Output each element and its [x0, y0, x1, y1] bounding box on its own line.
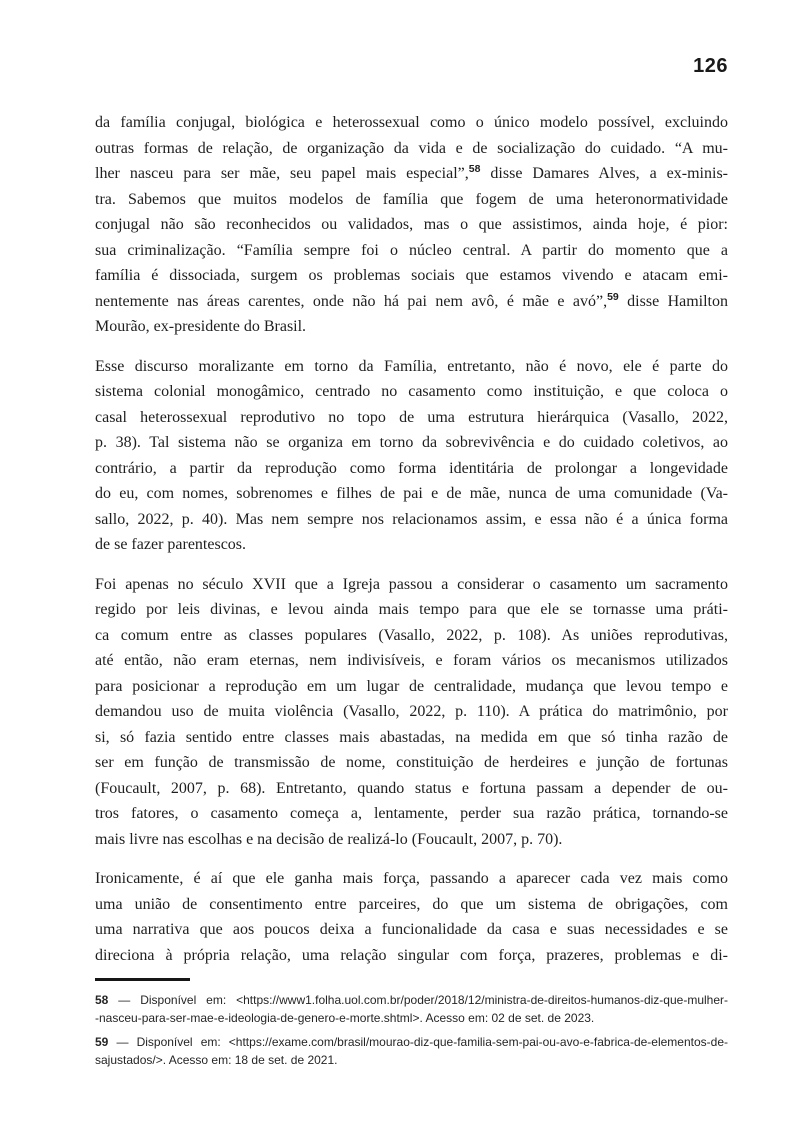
- text-line: sallo, 2022, p. 40). Mas nem sempre nos relacionamos assim, e essa não é a única forma: [95, 510, 728, 528]
- text-line: casal heterossexual reprodutivo no topo de uma estrutura hierárquica (Vasallo, 2022,: [95, 408, 728, 426]
- footnote: [95, 1034, 728, 1069]
- text-line: tros fatores, o casamento começa a, lentamente, perder sua razão prática, tornando-se: [95, 805, 728, 822]
- text-line: direciona à própria relação, uma relação singular com força, prazeres, problemas e di-: [95, 946, 728, 964]
- footnote-line: sajustados/>. Acesso em: 18 de set. de 2021.: [95, 1052, 338, 1067]
- text-line: sua criminalização. “Família sempre foi o núcleo central. A partir do momento que a: [95, 241, 728, 259]
- page-number: 126: [693, 55, 728, 77]
- footnote-ref: 59: [607, 290, 619, 303]
- paragraph: [95, 572, 728, 853]
- footnote-ref: 58: [468, 163, 481, 175]
- text-line: Ironicamente, é aí que ele ganha mais força, passando a aparecer cada vez mais como: [95, 870, 728, 887]
- paragraph: [95, 866, 728, 968]
- body-text: [95, 110, 728, 982]
- text-line: nentemente nas áreas carentes, onde não há pai nem avô, é mãe e avó”,$^{59}$ disse Hamilton: [95, 290, 729, 310]
- text-line: mais livre nas escolhas e na decisão de realizá-lo (Foucault, 2007, p. 70).: [95, 830, 563, 848]
- footnote-number: 59: [95, 1035, 109, 1049]
- footnotes-section: [95, 992, 728, 1076]
- text-line: si, só fazia sentido entre classes mais abastadas, na medida em que só tinha razão de: [95, 728, 728, 746]
- text-line: do eu, com nomes, sobrenomes e filhes de pai e de mãe, nunca de uma comunidade (Va-: [95, 485, 728, 502]
- paragraph: [95, 110, 728, 340]
- footnote: [95, 992, 728, 1027]
- text-line: conjugal não são reconhecidos ou validados, mas o que assistimos, ainda hoje, é pior:: [95, 216, 728, 233]
- text-line: contrário, a partir da reprodução como forma identitária de prolongar a longevidade: [95, 459, 728, 477]
- text-line: tra. Sabemos que muitos modelos de família que fogem de uma heteronormatividade: [95, 190, 728, 208]
- text-line: regido por leis divinas, e levou ainda mais tempo para que ele se tornasse uma práti-: [95, 601, 728, 618]
- text-line: outras formas de relação, de organização da vida e de socialização do cuidado. “A mu-: [95, 139, 728, 157]
- footnote-line: 59 — Disponível em: <https://exame.com/brasil/mourao-diz-que-familia-sem-pai-ou-avo-e-fabrica-de-elementos-de-: [95, 1035, 728, 1049]
- text-line: ser em função de transmissão de nome, constituição de herdeires e junção de fortunas: [95, 754, 728, 771]
- text-line: uma união de consentimento entre parceires, do que um sistema de obrigações, com: [95, 895, 728, 913]
- text-line: ca comum entre as classes populares (Vasallo, 2022, p. 108). As uniões reprodutivas,: [95, 626, 728, 644]
- text-line: (Foucault, 2007, p. 68). Entretanto, quando status e fortuna passam a depender de ou-: [95, 779, 728, 797]
- text-line: uma narrativa que aos poucos deixa a funcionalidade da casa e suas necessidades e se: [95, 921, 728, 938]
- text-line: sistema colonial monogâmico, centrado no casamento como instituição, e que coloca o: [95, 383, 728, 400]
- text-line: família é dissociada, surgem os problemas sociais que estamos vivendo e atacam emi-: [95, 267, 728, 284]
- paragraph: [95, 354, 728, 558]
- text-line: demandou uso de muita violência (Vasallo, 2022, p. 110). A prática do matrimônio, por: [95, 703, 728, 720]
- text-line: Foi apenas no século XVII que a Igreja passou a considerar o casamento um sacramento: [95, 575, 728, 593]
- text-line: até então, não eram eternas, nem indivisíveis, e foram vários os mecanismos utilizados: [95, 652, 728, 669]
- footnote-divider: [95, 978, 190, 981]
- text-line: da família conjugal, biológica e heterossexual como o único modelo possível, excluindo: [95, 114, 728, 131]
- text-line: para posicionar a reprodução em um lugar de centralidade, mudança que levou tempo e: [95, 677, 728, 695]
- footnote-line: -nasceu-para-ser-mae-e-ideologia-de-genero-e-morte.shtml>. Acesso em: 02 de set. de 2023.: [95, 1010, 595, 1025]
- text-line: lher nasceu para ser mãe, seu papel mais especial”,$^{58}$ disse Damares Alves, a ex-minis-: [95, 163, 728, 182]
- footnote-number: 58: [95, 993, 109, 1007]
- text-line: de se fazer parentescos.: [95, 536, 247, 553]
- text-line: Esse discurso moralizante em torno da Família, entretanto, não é novo, ele é parte do: [95, 357, 728, 375]
- text-line: Mourão, ex-presidente do Brasil.: [95, 318, 307, 335]
- text-line: p. 38). Tal sistema não se organiza em torno da sobrevivência e do cuidado coletivos, ao: [95, 434, 728, 451]
- footnote-line: 58 — Disponível em: <https://www1.folha.uol.com.br/poder/2018/12/ministra-de-direitos-humanos-diz-que-mulher-: [95, 993, 728, 1007]
